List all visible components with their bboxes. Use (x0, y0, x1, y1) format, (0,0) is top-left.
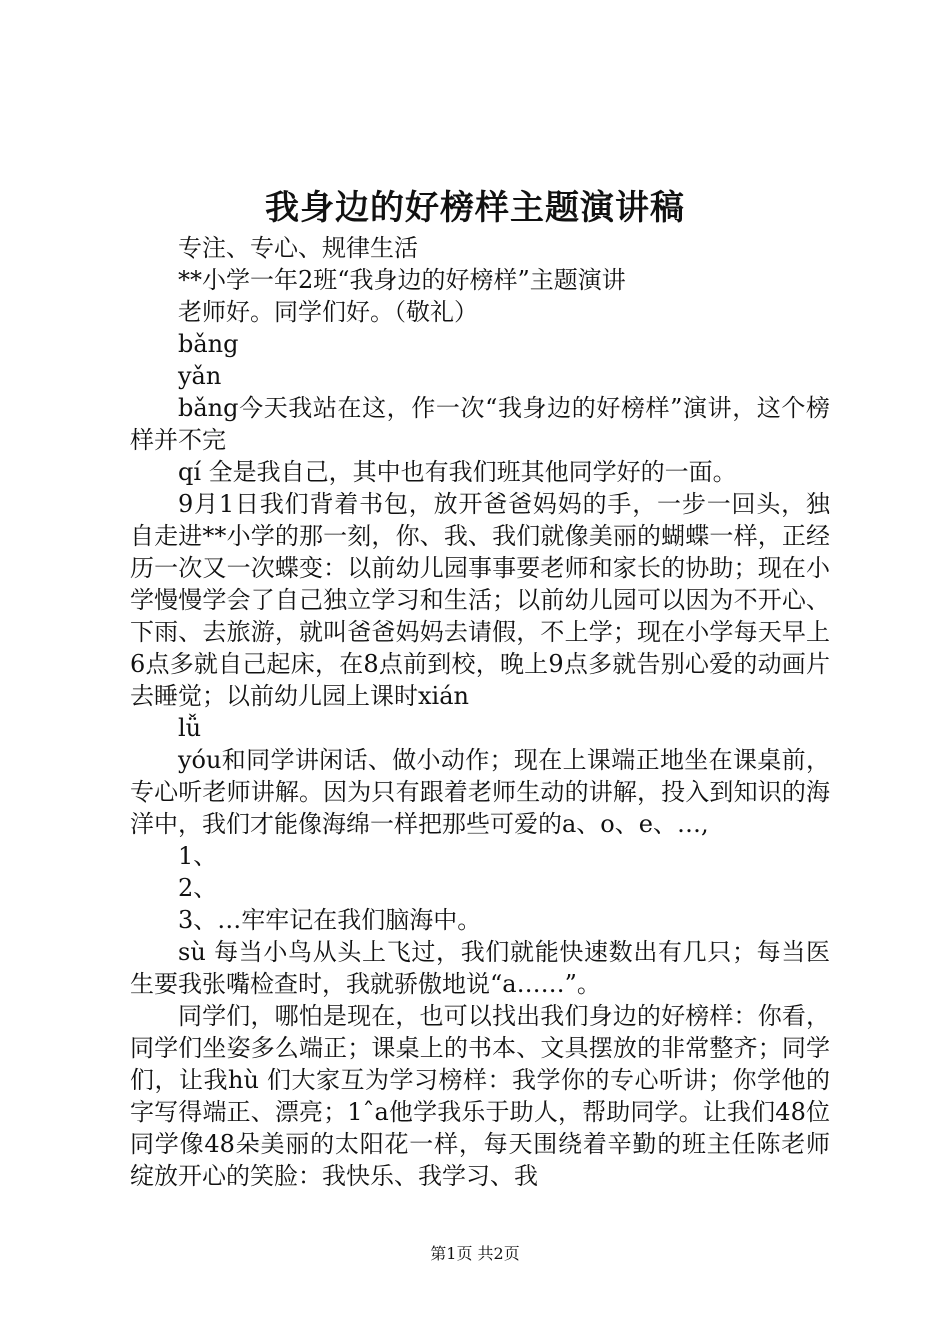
document-body (130, 232, 830, 1192)
page-footer: 第1页 共2页 (430, 1244, 520, 1263)
paragraph: sù 每当小鸟从头上飞过，我们就能快速数出有几只；每当医生要我张嘴检查时，我就骄傲地说“a……”。 (130, 938, 830, 998)
paragraph: **小学一年2班“我身边的好榜样”主题演讲 (178, 266, 626, 294)
paragraph: 9月1日我们背着书包，放开爸爸妈妈的手，一步一回头，独自走进**小学的那一刻，你、我、我们就像美丽的蝴蝶一样，正经历一次又一次蝶变：以前幼儿园事事要老师和家长的协助；现在小学慢慢学会了自己独立学习和生活；以前幼儿园可以因为不开心、下雨、去旅游，就叫爸爸妈妈去请假，不上学；现在小学每天早上6点多就自己起床，在8点前到校，晚上9点多就告别心爱的动画片去睡觉；以前幼儿园上课时xián (130, 490, 830, 710)
paragraph: yóu和同学讲闲话、做小动作；现在上课端正地坐在课桌前，专心听老师讲解。因为只有跟着老师生动的讲解，投入到知识的海洋中，我们才能像海绵一样把那些可爱的a、o、e、…, (130, 746, 830, 838)
paragraph: 专注、专心、规律生活 (178, 234, 418, 262)
document-title: 我身边的好榜样主题演讲稿 (265, 188, 685, 228)
paragraph: bǎng今天我站在这，作一次“我身边的好榜样”演讲，这个榜样并不完 (130, 394, 830, 454)
paragraph: 3、…牢牢记在我们脑海中。 (178, 906, 482, 934)
paragraph: 老师好。同学们好。（敬礼） (178, 298, 478, 326)
paragraph: 1、 (178, 842, 218, 870)
paragraph: bǎng (178, 330, 239, 358)
paragraph: lǚ (178, 714, 202, 742)
paragraph: qí 全是我自己，其中也有我们班其他同学好的一面。 (178, 458, 737, 486)
paragraph: yǎn (178, 362, 222, 390)
paragraph: 同学们，哪怕是现在，也可以找出我们身边的好榜样：你看，同学们坐姿多么端正；课桌上的书本、文具摆放的非常整齐；同学们，让我hù 们大家互为学习榜样：我学你的专心听讲；你学他的字写得端正、漂亮；1ˆa他学我乐于助人，帮助同学。让我们48位同学像48朵美丽的太阳花一样，每天围绕着辛勤的班主任陈老师绽放开心的笑脸：我快乐、我学习、我 (130, 1002, 830, 1190)
paragraph: 2、 (178, 874, 218, 902)
